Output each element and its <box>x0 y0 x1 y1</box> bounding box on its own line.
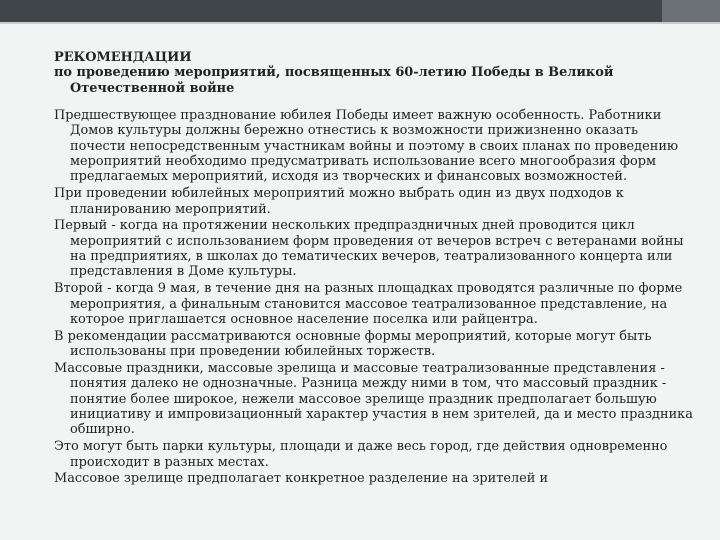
document-body <box>54 50 694 488</box>
paragraph-3: Первый - когда на протяжении нескольких предпраздничных дней проводится цикл мероприятий с использованием форм проведения от вечеров встреч с ветеранами войны на предприятиях, в школах до тематических вечеров, театрализованного концерта или представления в Доме культуры. <box>54 218 684 280</box>
paragraph-6: Массовые праздники, массовые зрелища и массовые театрализованные представления - понятия далеко не однозначные. Разница между ними в том, что массовый праздник - понятие более широкое, нежели массовое зрелище праздник предполагает большую инициативу и импровизационный характер участия в нем зрителей, да и место праздника обширно. <box>54 361 693 438</box>
heading-title: РЕКОМЕНДАЦИИ <box>54 50 192 65</box>
document-heading <box>54 50 694 96</box>
paragraph-5: В рекомендации рассматриваются основные формы мероприятий, которые могут быть использованы при проведении юбилейных торжеств. <box>54 328 652 360</box>
paragraph-7: Это могут быть парки культуры, площади и даже весь город, где действия одновременно происходит в разных местах. <box>54 439 668 470</box>
top-banner-accent <box>662 0 720 22</box>
top-banner <box>0 0 720 22</box>
heading-subtitle: по проведению мероприятий, посвященных 60-летию Победы в Великой Отечественной войне <box>54 65 614 96</box>
paragraph-2: При проведении юбилейных мероприятий можно выбрать один из двух подходов к планированию мероприятий. <box>54 186 624 217</box>
paragraph-4: Второй - когда 9 мая, в течение дня на разных площадках проводятся различные по форме мероприятия, а финальным становится массовое театрализованное представление, на которое приглашается основное население поселка или райцентра. <box>54 281 683 327</box>
paragraph-1: Предшествующее празднование юбилея Победы имеет важную особенность. Работники Домов культуры должны бережно отнестись к возможности прижизненно оказать почести непосредственным участникам войны и поэтому в своих планах по проведению мероприятий необходимо предусматривать использование всего многообразия форм предлагаемых мероприятий, исходя из творческих и финансовых возможностей. <box>54 108 679 185</box>
paragraph-8: Массовое зрелище предполагает конкретное разделение на зрителей и <box>54 471 549 487</box>
header-rule <box>0 22 720 24</box>
